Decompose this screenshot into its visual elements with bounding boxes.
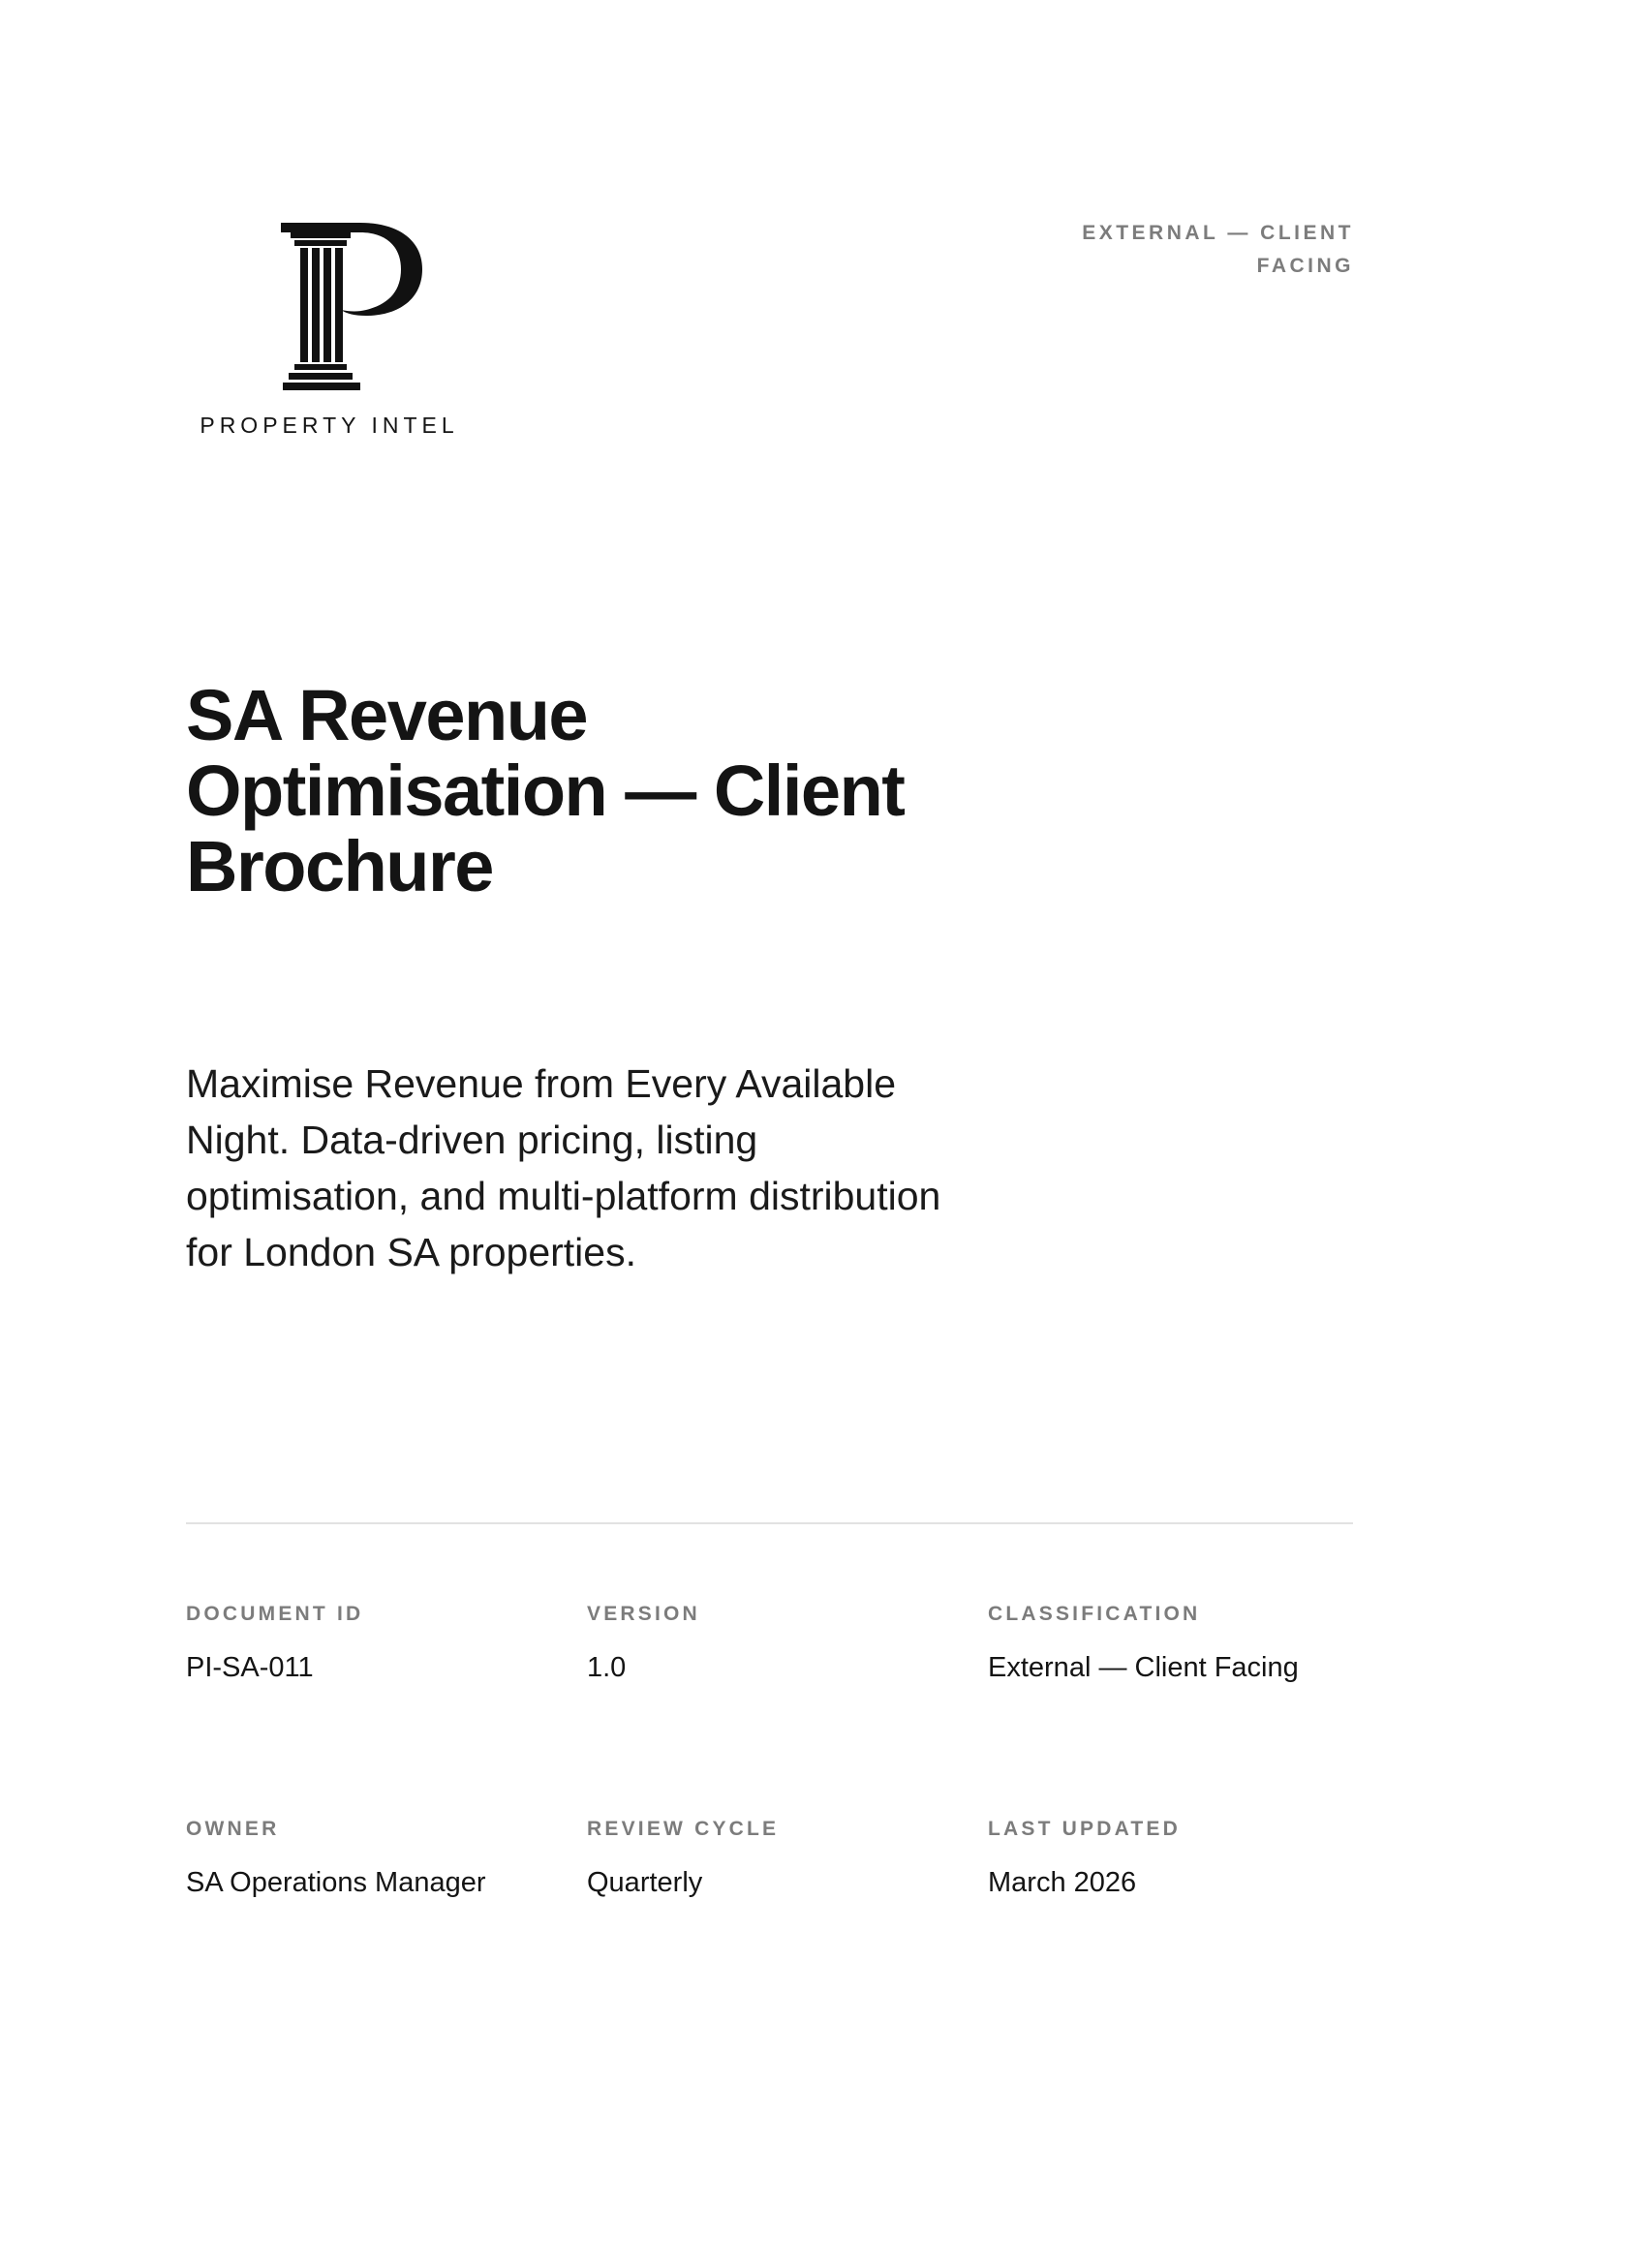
meta-label: CLASSIFICATION [988,1603,1201,1625]
classification-tag-line-1: EXTERNAL — CLIENT [1082,222,1354,244]
column-p-logo-icon [281,223,426,393]
meta-owner [186,1815,587,1900]
classification-tag [1063,217,1354,283]
meta-label: VERSION [587,1603,700,1625]
classification-tag-line-2: FACING [1256,255,1354,277]
brand-name: PROPERTY INTEL [200,413,459,438]
divider [186,1522,1353,1524]
meta-value: PI-SA-011 [186,1652,314,1683]
meta-label: OWNER [186,1818,280,1840]
metadata-grid [186,1600,1353,1900]
meta-value: Quarterly [587,1867,703,1898]
meta-label: LAST UPDATED [988,1818,1182,1840]
meta-value: March 2026 [988,1867,1137,1898]
meta-value: 1.0 [587,1652,627,1683]
meta-value: External — Client Facing [988,1652,1299,1683]
meta-version [587,1600,988,1685]
document-title: SA Revenue Optimisation — Client Brochure [186,675,905,906]
document-subtitle: Maximise Revenue from Every Available Night. Data-driven pricing, listing optimisation, and multi-platform distribution for London SA properties. [186,1061,941,1274]
meta-review-cycle [587,1815,988,1900]
meta-classification [988,1600,1353,1685]
meta-last-updated [988,1815,1353,1900]
meta-label: REVIEW CYCLE [587,1818,780,1840]
meta-document-id [186,1600,587,1685]
meta-label: DOCUMENT ID [186,1603,364,1625]
meta-value: SA Operations Manager [186,1867,486,1898]
